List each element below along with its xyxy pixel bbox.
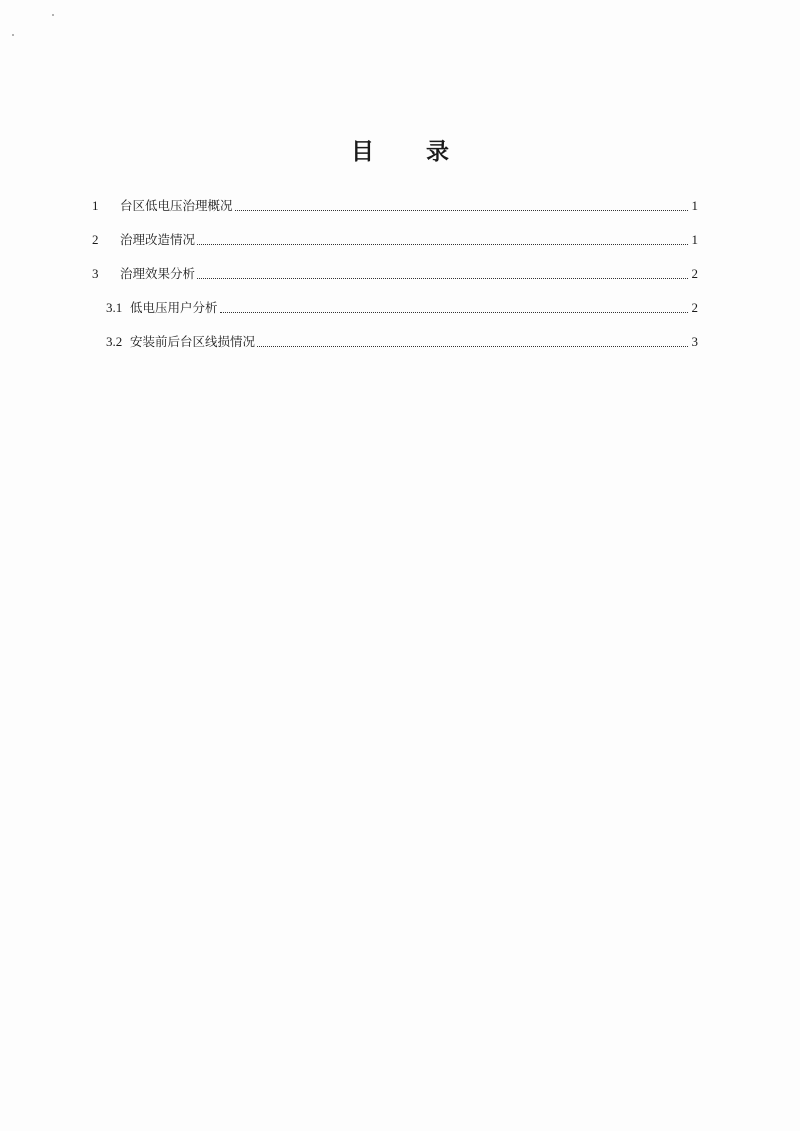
toc-entry-page: 2 (691, 266, 698, 281)
toc-dot-leader (235, 209, 688, 211)
toc-entry[interactable] (92, 282, 698, 316)
scan-speck (12, 34, 14, 36)
toc-entry[interactable] (92, 214, 698, 248)
toc-dot-leader (257, 345, 688, 347)
toc-entry-number: 1 (92, 198, 99, 213)
toc-entry[interactable] (92, 248, 698, 282)
toc-entry-title: 治理效果分析 (120, 266, 196, 281)
toc-dot-leader (197, 277, 688, 279)
toc-entry-number: 3 (92, 266, 99, 281)
toc-entry-page: 1 (691, 232, 698, 247)
toc-entry-number: 2 (92, 232, 99, 247)
toc-entry-title: 低电压用户分析 (130, 300, 218, 315)
toc-entry-title: 治理改造情况 (120, 232, 196, 247)
scan-speck (52, 14, 54, 16)
toc-dot-leader (220, 311, 688, 313)
toc-entry-title: 台区低电压治理概况 (120, 198, 233, 213)
toc-list (92, 180, 698, 350)
toc-dot-leader (197, 243, 688, 245)
toc-entry[interactable] (92, 316, 698, 350)
toc-entry-page: 1 (691, 198, 698, 213)
toc-entry-page: 2 (691, 300, 698, 315)
toc-entry-title: 安装前后台区线损情况 (130, 334, 256, 349)
toc-entry-number: 3.1 (106, 300, 123, 315)
toc-entry-number: 3.2 (106, 334, 123, 349)
toc-title: 目 录 (350, 139, 471, 165)
toc-entry-page: 3 (691, 334, 698, 349)
toc-entry[interactable] (92, 180, 698, 214)
